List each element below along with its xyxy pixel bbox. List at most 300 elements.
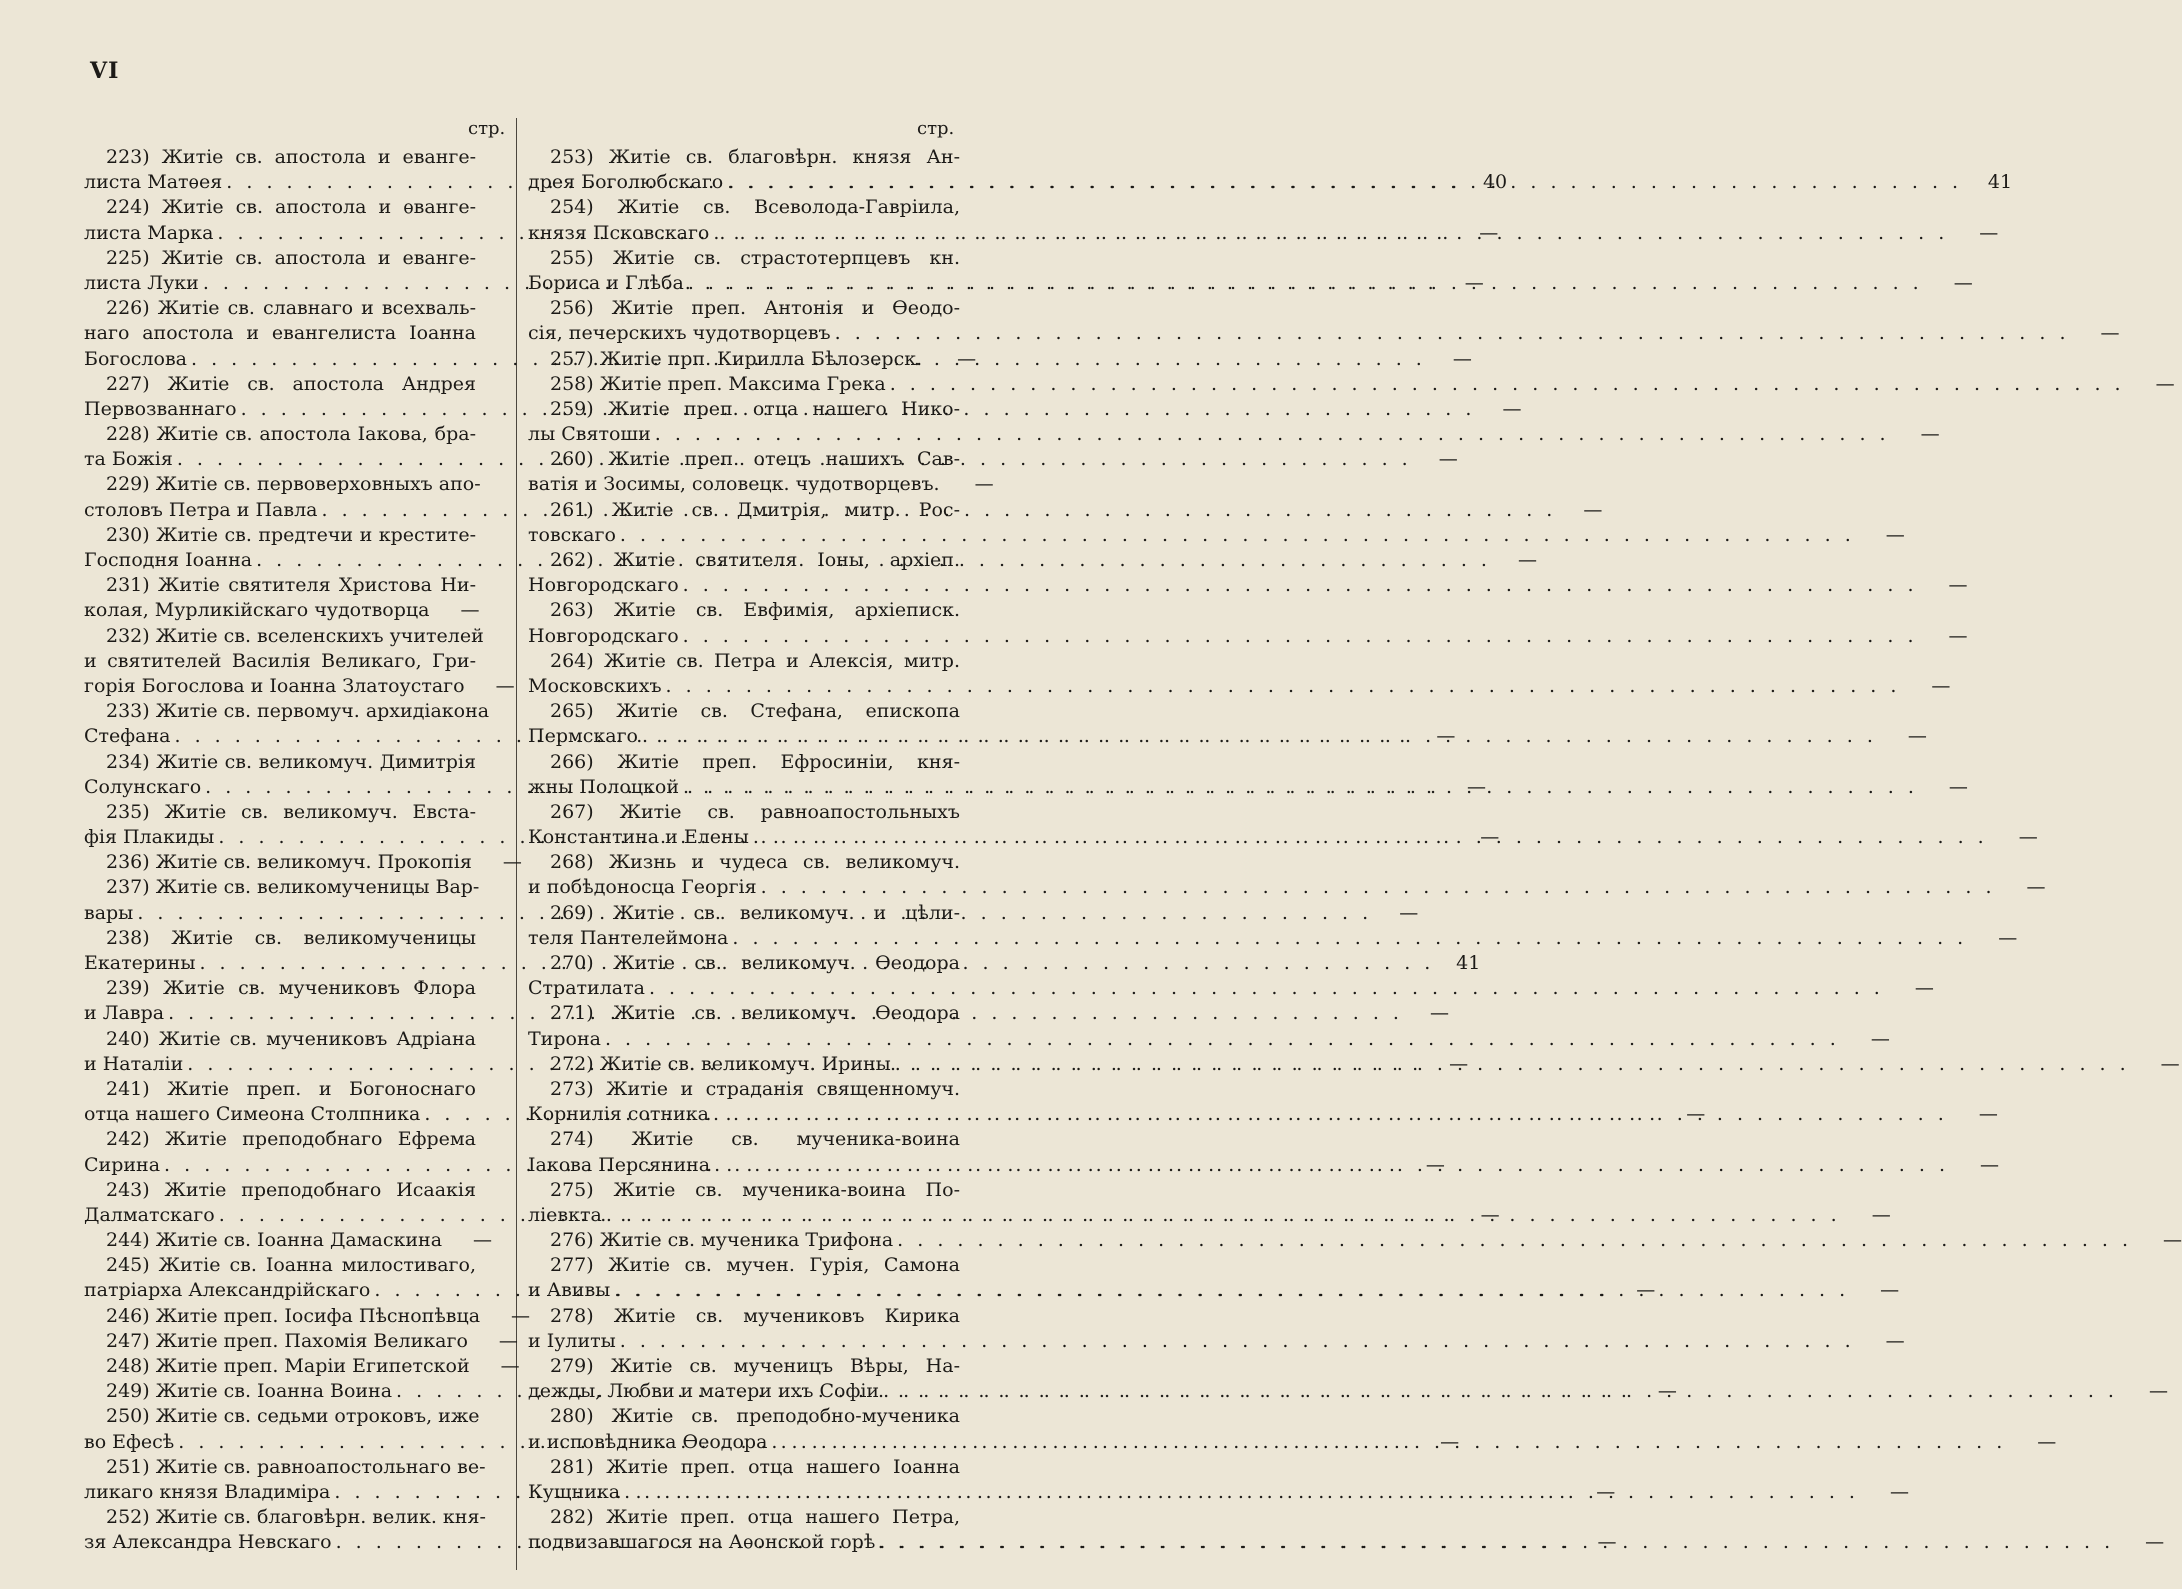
toc-entry-text: 280) Житіе св. преподобно-мученика [550,1405,960,1428]
dot-leader [879,1530,2114,1555]
toc-entry-text: патріарха Александрійскаго [84,1279,371,1302]
toc-entry-text: князя Псковскаго [528,221,710,244]
toc-entry-text: 223) Житіе св. апостола и еванге- [106,146,476,168]
toc-page-ref: 40 [1482,171,1508,194]
toc-entry-text: 252) Житіе св. благовѣрн. велик. кня- [106,1506,486,1529]
toc-entry [528,347,977,372]
toc-entry-text: 230) Житіе св. предтечи и крестите- [106,523,476,546]
toc-entry [84,850,522,875]
toc-entry-text: 267) Житіе св. равноапостольныхъ [550,800,960,823]
toc-entry-line [528,1354,960,1379]
toc-page-ref: 41 [1456,952,1481,974]
toc-entry-text: 238) Житіе св. великомученицы [106,926,476,949]
toc-entry-text: Солунскаго [84,775,202,798]
dot-leader [897,1228,2132,1253]
toc-page-ref: — [495,674,515,697]
dot-leader [606,1203,1841,1228]
toc-entry [528,1304,1905,1354]
toc-entry-text: Сирина [84,1153,161,1176]
toc-entry-line [84,472,481,497]
toc-entry-text: Московскихъ [528,674,662,697]
toc-entry-line [528,1178,960,1203]
toc-entry-line [84,1455,486,1480]
toc-entry-line [84,573,476,598]
toc-entry [84,1354,520,1379]
toc-entry-text: и святителей Василія Великаго, Гри- [84,649,476,672]
toc-page-ref: — [957,347,977,370]
toc-entry-line [528,447,960,472]
toc-entry-last-line [84,674,515,699]
toc-entry-line [84,372,476,397]
toc-page-ref: — [1948,775,1968,798]
toc-entry-text: и Авивы [528,1279,611,1302]
left-column-header: стр. [468,118,506,139]
toc-entry-text: 242) Житіе преподобнаго Ефрема [106,1128,476,1151]
toc-entry-text: 274) Житіе св. мученика-воина [550,1128,960,1151]
toc-entry-text: 257) Житіе прп. Кирилла Бѣлозерск. [550,347,923,370]
toc-entry-line [528,649,960,674]
toc-entry-line [84,296,476,321]
toc-entry-text: 234) Житіе св. великомуч. Димитрія [106,750,476,773]
toc-entry-text: фія Плакиды [84,826,215,849]
toc-entry-text: 253) Житіе св. благовѣрн. князя Ан- [550,146,960,168]
toc-entry-text: 276) Житіе св. мученика Трифона [550,1229,894,1252]
toc-entry-text: наго апостола и евангелиста Іоанна [84,322,476,345]
dot-leader [895,1052,2130,1077]
toc-entry-text: Екатерины [84,952,196,974]
toc-entry-last-line [84,598,480,623]
toc-entry [84,1228,493,1253]
toc-page-ref: — [1920,423,1940,446]
toc-entry-text: Богослова [84,347,187,370]
toc-entry-line [528,195,960,220]
toc-entry-text: Господня Іоанна [84,549,253,571]
toc-entry-text: Стратилата [528,977,645,1000]
toc-entry-last-line [528,573,1968,598]
toc-page-ref: — [1889,1480,1909,1503]
toc-entry-line [84,800,476,825]
toc-entry-text: 233) Житіе св. первомуч. архидіакона [106,700,490,723]
toc-entry-text: 259) Житіе преп. отца нашего Нико- [550,397,960,420]
toc-entry-text: 246) Житіе преп. Іосифа Пѣснопѣвца [106,1304,481,1327]
toc-entry-text: 248) Житіе преп. Маріи Египетской [106,1355,470,1377]
toc-entry-last-line [528,775,1968,800]
toc-entry [528,397,1940,447]
toc-page-ref: — [498,1329,518,1352]
toc-entry-line [84,145,476,170]
toc-page-ref: — [1438,448,1458,471]
toc-entry-line [528,1253,960,1278]
toc-entry-line [84,624,484,649]
dot-leader [683,775,1918,800]
toc-page-ref: — [2160,1052,2180,1075]
toc-entry-line [528,750,960,775]
toc-page-ref: — [1480,826,1500,849]
toc-entry-last-line [528,624,1968,649]
dot-leader [614,1278,1849,1303]
toc-entry-text: 272) Житіе св. великомуч. Ирины [550,1052,891,1075]
toc-entry-line [84,1404,480,1429]
toc-entry-text: 265) Житіе св. Стефана, епископа [550,700,960,723]
toc-entry-line [528,145,960,170]
toc-entry [528,1228,2182,1253]
toc-page-ref: — [1436,725,1456,748]
toc-entry-text: 225) Житіе св. апостола и еванге- [106,246,476,269]
toc-entry-text: 261) Житіе св. Дмитрія, митр. Рос- [550,498,960,521]
toc-entry [528,498,1905,548]
toc-entry-text: и Наталіи [84,1052,184,1075]
toc-page-ref: — [1425,1153,1445,1176]
toc-entry-text: 229) Житіе св. первоверховныхъ апо- [106,473,481,496]
toc-page-ref: — [1998,926,2018,949]
toc-entry-text: дрея Боголюбскаго [528,171,724,194]
toc-page-ref: — [1931,674,1951,697]
toc-entry [84,1304,531,1329]
toc-entry-line [528,1404,960,1429]
toc-entry-text: колая, Мурликійскаго чудотворца [84,599,430,622]
toc-entry-text: Новгородскаго [528,574,679,597]
toc-entry-text: 231) Житіе святителя Христова Ни- [106,574,476,597]
dot-leader [713,221,1948,246]
dot-leader [683,573,1918,598]
toc-entry-text: и побѣдоносца Георгія [528,876,757,899]
toc-page-ref: — [1953,271,1973,294]
toc-entry-last-line [528,1203,1891,1228]
toc-entry-text: отца нашего Симеона Столпника [84,1103,421,1126]
toc-entry-text: зя Александра Невскаго [84,1531,332,1554]
toc-entry-line [84,699,490,724]
toc-entry-text: 239) Житіе св. мучениковъ Флора [106,977,476,1000]
toc-entry [84,624,515,700]
toc-entry-last-line [528,1379,2168,1404]
toc-entry-line [528,800,960,825]
toc-entry-last-line [528,976,1934,1001]
toc-page-ref: — [1480,1203,1500,1226]
toc-page-ref: — [1399,901,1419,924]
toc-entry-last-line [528,926,2018,951]
toc-entry-line [84,649,476,674]
toc-entry-text: 241) Житіе преп. и Богоноснаго [106,1077,476,1100]
toc-page-ref: — [1657,1380,1677,1403]
toc-entry-line [528,1077,960,1102]
toc-entry-text: 263) Житіе св. Евфимія, архіеписк. [550,599,960,622]
toc-page-ref: — [502,851,522,874]
toc-entry [528,548,1968,598]
toc-entry-text: 273) Житіе и страданія священномуч. [550,1077,960,1100]
page-number: VI [90,58,120,84]
toc-entry-text: ватія и Зосимы, соловецк. чудотворцевъ. [528,473,940,496]
toc-page-ref: — [2145,1531,2165,1554]
toc-page-ref: — [2037,1430,2057,1453]
toc-entry [528,372,2175,397]
toc-entry-last-line [528,1480,1909,1505]
toc-entry-text: 269) Житіе св. великомуч. и цѣли- [550,901,960,924]
dot-leader [732,926,1967,951]
toc-page-ref: — [974,473,994,496]
dot-leader [890,372,2125,397]
toc-entry [528,649,1951,699]
toc-entry-text: 277) Житіе св. мучен. Гурія, Самона [550,1254,960,1277]
toc-entry-text: 278) Житіе св. мучениковъ Кирика [550,1304,960,1327]
dot-leader [620,523,1855,548]
toc-entry [84,1329,518,1354]
toc-entry-text: товскаго [528,523,616,546]
toc-entry-last-line [528,472,994,497]
toc-entry-text: дежды, Любви и матери ихъ Софіи [528,1380,880,1403]
dot-leader [683,624,1918,649]
toc-entry-text: 232) Житіе св. вселенскихъ учителей [106,624,484,647]
toc-page-ref: — [1871,1203,1891,1226]
toc-entry-text: 262) Житіе святителя Іоны, архіеп. [550,549,960,571]
toc-entry-last-line [528,1530,2165,1555]
toc-entry [528,699,1927,749]
toc-entry [528,195,1999,245]
toc-entry-text: столовъ Петра и Павла [84,498,318,521]
toc-entry-line [84,926,476,951]
toc-entry-line [84,1178,476,1203]
toc-entry-line [84,1077,476,1102]
toc-page-ref: — [1980,1153,2000,1176]
dot-leader [649,976,1884,1001]
toc-entry [528,850,2046,900]
toc-entry-line [84,875,480,900]
toc-entry-text: Новгородскаго [528,624,679,647]
toc-entry-text: лы Святоши [528,423,651,446]
toc-entry-line [528,548,960,573]
toc-page-ref: — [1948,624,1968,647]
toc-page-ref: — [1596,1480,1616,1503]
toc-entry-line [528,246,960,271]
toc-entry-text: листа Луки [84,271,199,294]
toc-entry-last-line [528,422,1940,447]
toc-page-ref: — [2148,1380,2168,1403]
dot-leader [714,1153,1949,1178]
toc-entry-text: горія Богослова и Іоанна Златоустаго [84,674,465,697]
toc-page-ref: — [1885,523,1905,546]
toc-entry [528,1178,1891,1228]
toc-entry-text: 236) Житіе св. великомуч. Прокопія [106,851,472,874]
toc-entry [528,1052,2180,1077]
toc-entry-last-line [528,1278,1900,1303]
toc-entry-last-line [528,1102,1998,1127]
toc-entry-text: ліевкта [528,1203,602,1226]
toc-entry-last-line [528,1027,1890,1052]
toc-page-ref: — [1907,725,1927,748]
toc-entry-line [528,1505,960,1530]
toc-entry-last-line [84,1228,493,1253]
toc-entry-line [84,523,476,548]
toc-entry-text: 282) Житіе преп. отца нашего Петра, [550,1506,960,1529]
toc-entry-text: 224) Житіе св. апостола и ѳванге- [106,196,476,219]
toc-entry-text: 244) Житіе св. Іоанна Дамаскина [106,1229,443,1252]
toc-entry-text: жны Полоцкой [528,775,680,798]
toc-entry [528,1253,1900,1303]
toc-entry-last-line [84,1304,531,1329]
toc-entry-text: во Ефесѣ [84,1430,175,1453]
toc-entry-text: вары [84,901,134,924]
toc-page-ref: — [1870,1027,1890,1050]
toc-entry [528,246,1973,296]
toc-entry [528,800,2038,850]
toc-page-ref: — [1914,977,1934,1000]
toc-entry [528,1455,1909,1505]
toc-entry-text: 279) Житіе св. мученицъ Вѣры, На- [550,1355,960,1377]
toc-entry-line [528,498,960,523]
toc-entry-text: Бориса и Глѣба [528,271,684,294]
toc-page-ref: — [460,599,480,622]
toc-page-ref: — [1449,1052,1469,1075]
toc-entry [528,901,2018,951]
toc-entry-last-line [84,1354,520,1379]
toc-entry-text: 247) Житіе преп. Пахомія Великаго [106,1329,468,1352]
toc-page-ref: — [1464,271,1484,294]
toc-page-ref: — [1467,775,1487,798]
toc-entry-text: Константина и Елены [528,826,749,849]
toc-entry-text: 254) Житіе св. Всеволода-Гавріила, [550,196,960,219]
toc-entry [528,447,994,497]
toc-entry-line [528,1127,960,1152]
toc-entry-text: 256) Житіе преп. Антонія и Ѳеодо- [550,297,960,320]
toc-entry-line [528,1304,960,1329]
toc-page-ref: — [1597,1531,1617,1554]
toc-entry-last-line [528,1329,1905,1354]
toc-entry-text: 281) Житіе преп. отца нашего Іоанна [550,1455,960,1478]
toc-page-ref: — [2018,826,2038,849]
toc-entry-text: 237) Житіе св. великомученицы Вар- [106,876,480,899]
toc-entry-last-line [528,271,1973,296]
toc-entry-text: и Іулиты [528,1329,616,1352]
toc-entry-text: Пермскаго [528,725,638,748]
toc-entry-last-line [528,347,977,372]
toc-entry-text: и исповѣдника Ѳеодора [528,1430,768,1453]
toc-entry-last-line [528,724,1927,749]
toc-entry [528,1354,2168,1404]
toc-entry-last-line [84,850,522,875]
toc-entry-line [84,1127,476,1152]
toc-page-ref: — [1452,347,1472,370]
toc-entry-text: листа Марка [84,221,214,244]
dot-leader [620,1329,1855,1354]
toc-entry [528,1127,2000,1177]
toc-entry-last-line [84,1329,518,1354]
toc-entry-line [84,1027,476,1052]
dot-leader [655,422,1890,447]
toc-entry [528,1505,2165,1555]
toc-entry-text: листа Матѳея [84,171,223,194]
toc-entry-last-line [528,825,2038,850]
toc-entry-line [528,598,960,623]
dot-leader [761,875,1996,900]
toc-page-ref: — [1948,574,1968,597]
dot-leader [835,321,2070,346]
toc-entry-line [528,1455,960,1480]
toc-entry-text: 270) Житіе св. великомуч. Ѳеодора [550,952,960,974]
toc-entry-text: Стефана [84,725,171,748]
toc-entry-text: 240) Житіе св. мучениковъ Адріана [106,1027,476,1050]
toc-entry-text: теля Пантелеймона [528,926,729,949]
toc-page-ref: — [511,1304,531,1327]
toc-entry-text: 249) Житіе св. Іоанна Воина [106,1380,393,1403]
toc-page-ref: — [1979,221,1999,244]
dot-leader [666,674,1901,699]
toc-entry-last-line [528,1228,2182,1253]
dot-leader [688,271,1923,296]
toc-entry [528,750,1968,800]
toc-entry-line [84,1505,486,1530]
toc-entry-text: 258) Житіе преп. Максима Грека [550,372,886,395]
toc-entry-text: ликаго князя Владиміра [84,1480,331,1503]
toc-entry-last-line [528,221,1999,246]
toc-entry-last-line [528,875,2046,900]
dot-leader [624,1480,1859,1505]
toc-entry-last-line [528,372,2175,397]
toc-entry-text: подвизавшагося на Аѳонской горѣ [528,1531,876,1554]
dot-leader [883,1379,2118,1404]
toc-entry-line [84,246,476,271]
toc-entry [528,598,1968,648]
toc-page-ref: — [500,1355,520,1377]
toc-page-ref: — [2026,876,2046,899]
toc-entry-last-line [528,674,1951,699]
toc-page-ref: 41 [1987,171,2013,194]
toc-entry-last-line [528,1052,2180,1077]
toc-page-ref: — [2163,1229,2182,1252]
dot-leader [771,1430,2006,1455]
toc-entry-text: Кущника [528,1480,621,1503]
dot-leader [727,170,1962,195]
toc-entry-text: 264) Житіе св. Петра и Алексія, митр. [550,649,960,672]
toc-page-ref: — [1429,1002,1449,1025]
toc-entry-text: 260) Житіе преп. отецъ нашихъ Сав- [550,448,960,471]
toc-entry-text: 255) Житіе св. страстотерпцевъ кн. [550,246,960,269]
dot-leader [605,1027,1840,1052]
toc-page-ref: — [2155,372,2175,395]
dot-leader [642,724,1877,749]
toc-entry-last-line [528,523,1905,548]
toc-page-ref: — [1583,498,1603,521]
toc-entry-line [84,195,476,220]
toc-entry-line [528,397,960,422]
toc-entry-last-line [528,321,2120,346]
toc-entry-text: 268) Жизнь и чудеса св. великомуч. [550,851,960,874]
toc-entry-text: 235) Житіе св. великомуч. Евста- [106,800,476,823]
toc-entry-text: и Лавра [84,1002,165,1025]
toc-entry-line [84,422,476,447]
toc-page-ref: — [1880,1279,1900,1302]
toc-entry-last-line [528,1153,2000,1178]
toc-entry-line [528,699,960,724]
toc-entry-text: 227) Житіе св. апостола Андрея [106,372,476,395]
toc-entry-text: 243) Житіе преподобнаго Исаакія [106,1178,476,1201]
toc-entry-text: 250) Житіе св. седьми отроковъ, иже [106,1405,480,1428]
toc-page-ref: — [1502,397,1522,420]
toc-page-ref: — [1479,221,1499,244]
toc-entry-text: 266) Житіе преп. Ефросиніи, кня- [550,750,960,773]
toc-entry-line [84,321,476,346]
toc-entry-line [528,901,960,926]
toc-entry [528,1404,2057,1454]
toc-page-ref: — [2100,322,2120,345]
toc-entry-line [84,976,476,1001]
toc-entry [528,296,2120,346]
toc-entry [528,1077,1998,1127]
toc-page-ref: — [1636,1279,1656,1302]
toc-page-ref: — [1440,1430,1460,1453]
toc-entry-text: Первозваннаго [84,397,237,420]
toc-entry [528,1001,1890,1051]
dot-leader [753,825,1988,850]
toc-entry-text: Тирона [528,1027,601,1050]
